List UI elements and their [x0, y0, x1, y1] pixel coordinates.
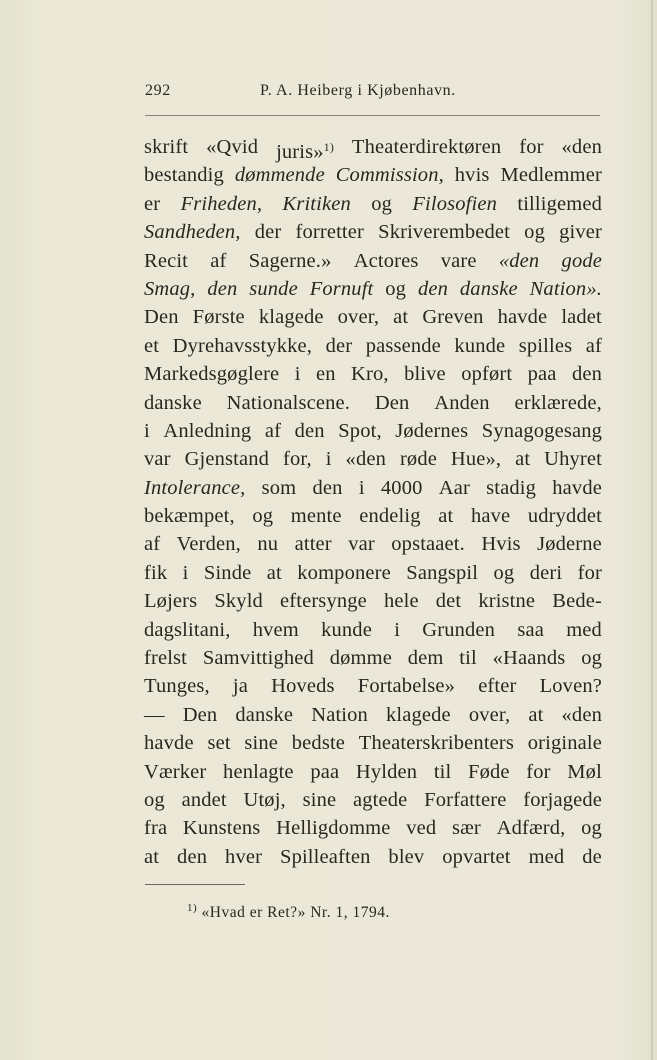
word: dagslitani,: [144, 618, 231, 641]
text-line: [144, 133, 602, 161]
word: i: [358, 476, 365, 499]
word: sine: [244, 732, 279, 755]
word: med: [528, 845, 565, 868]
text-line: [144, 814, 602, 842]
word: Aar: [438, 476, 470, 499]
footnote: [187, 902, 390, 922]
word: skrift: [144, 136, 189, 158]
text-line: [144, 332, 602, 360]
word: Den: [182, 703, 218, 726]
word: dømmende: [234, 164, 325, 187]
word: et: [144, 334, 160, 357]
word: bestandig: [144, 164, 224, 187]
word: fra: [144, 817, 168, 840]
word: den: [417, 277, 449, 300]
word: mente: [290, 505, 342, 528]
word: kunde: [321, 618, 372, 641]
word: Sangspil: [406, 561, 479, 584]
word: vare: [440, 249, 477, 272]
word: paa: [310, 760, 340, 783]
word: kristne: [478, 590, 536, 613]
text-line: [144, 502, 602, 530]
word: tilligemed: [517, 192, 602, 215]
word: «Haands: [492, 647, 566, 670]
word: Hue»,: [450, 448, 502, 471]
word: Den: [144, 306, 179, 329]
word: var: [144, 448, 171, 471]
word: gode: [561, 249, 602, 272]
word: Theaterskribenters: [358, 732, 515, 755]
word: af: [264, 419, 282, 442]
word: Utøj,: [243, 788, 286, 811]
word: Kro,: [351, 363, 389, 386]
page-number: 292: [145, 82, 171, 99]
text-line: [144, 303, 602, 331]
word: endelig: [359, 505, 421, 528]
word: Første: [192, 306, 245, 329]
page-header: [145, 82, 598, 108]
word: det: [435, 590, 462, 613]
word: for: [577, 561, 602, 584]
word: spilles: [518, 334, 573, 357]
text-line: [144, 275, 602, 303]
word: Den: [374, 391, 410, 414]
word: at: [438, 505, 454, 528]
word: Spilleaften: [280, 845, 371, 868]
text-line: [144, 161, 602, 189]
text-line: [144, 389, 602, 417]
word: blev: [388, 845, 425, 868]
word: de: [582, 845, 602, 868]
word: blive: [404, 363, 446, 386]
word: kunde: [454, 334, 506, 357]
word: sine: [302, 788, 337, 811]
word: opført: [461, 363, 513, 386]
text-line: [144, 587, 602, 615]
body-text: [144, 133, 602, 871]
word: og: [581, 647, 602, 670]
word: havde: [144, 732, 194, 755]
word: sær: [451, 817, 481, 840]
word: at: [144, 845, 160, 868]
word: henlagte: [223, 760, 294, 783]
word: eftersynge: [280, 590, 367, 613]
word: til: [459, 647, 477, 670]
word: giver: [559, 221, 602, 244]
word: der: [325, 334, 353, 357]
text-line: [144, 729, 602, 757]
text-line: [144, 247, 602, 275]
word: originale: [527, 732, 602, 755]
word: der: [254, 221, 282, 244]
word: at: [528, 703, 544, 726]
word: opstaaet.: [391, 533, 465, 556]
word: Friheden,: [180, 192, 263, 215]
text-line: [144, 758, 602, 786]
word: klagede: [385, 703, 451, 726]
word: danske: [144, 391, 202, 414]
word: —: [144, 703, 165, 726]
word: den: [207, 277, 238, 300]
word: Commission,: [335, 164, 444, 187]
running-title: P. A. Heiberg i Kjøbenhavn.: [260, 82, 456, 99]
word: ja: [232, 675, 249, 698]
text-line: [144, 786, 602, 814]
word: i: [294, 363, 301, 386]
footnote-text: «Hvad er Ret?» Nr. 1, 1794.: [201, 904, 390, 921]
footnote-marker: 1): [187, 902, 198, 914]
word: dømme: [329, 647, 392, 670]
word: Hvis: [481, 533, 521, 556]
word: Nation: [311, 703, 368, 726]
word: Filosofien: [412, 192, 498, 215]
word: Fornuft: [309, 277, 374, 300]
word: Kritiken: [282, 192, 351, 215]
word: Samvittighed: [202, 647, 314, 670]
word: Skyld: [214, 590, 263, 613]
word: i: [182, 561, 189, 584]
word: Intolerance,: [144, 476, 246, 499]
word: over,: [337, 306, 380, 329]
word: deri: [529, 561, 563, 584]
word: frelst: [144, 647, 188, 670]
word: forretter: [295, 221, 364, 244]
word: dem: [407, 647, 444, 670]
word: Markedsgøglere: [144, 363, 280, 386]
word: hvis: [454, 164, 490, 187]
word: Helligdomme: [276, 817, 391, 840]
word: hver: [225, 845, 263, 868]
word: Forfattere: [424, 788, 507, 811]
text-line: [144, 701, 602, 729]
word: Recit: [144, 249, 189, 272]
word: Sagerne.»: [248, 249, 332, 272]
word: ved: [406, 817, 437, 840]
word: og: [524, 221, 545, 244]
word: Møl: [567, 760, 602, 783]
word: atter: [294, 533, 332, 556]
word: Sandheden,: [144, 221, 241, 244]
word: Jødernes: [395, 419, 469, 442]
word: Verden,: [176, 533, 241, 556]
word: Gjenstand: [184, 448, 270, 471]
word: Anledning: [163, 419, 252, 442]
word: 4000: [380, 476, 423, 499]
word: af: [210, 249, 227, 272]
word: Grunden: [422, 618, 496, 641]
word: paa: [527, 363, 557, 386]
text-line: [144, 644, 602, 672]
text-line: [144, 616, 602, 644]
word: fik: [144, 561, 168, 584]
word: komponere: [297, 561, 391, 584]
word: «den: [498, 249, 540, 272]
word: erklærede,: [514, 391, 602, 414]
word: «den: [561, 703, 602, 726]
word: er: [144, 192, 161, 215]
text-line: [144, 559, 602, 587]
word: Værker: [144, 760, 207, 783]
word: af: [144, 533, 161, 556]
word: at: [393, 306, 409, 329]
word: hele: [383, 590, 419, 613]
word: Jøderne: [537, 533, 602, 556]
word: Hoveds: [271, 675, 335, 698]
word: Hylden: [355, 760, 418, 783]
text-line: [144, 417, 602, 445]
word: Nationalscene.: [226, 391, 350, 414]
word: Fortabelse»: [357, 675, 456, 698]
word: i: [394, 618, 401, 641]
word: Spot,: [338, 419, 382, 442]
text-line: [144, 445, 602, 473]
word: bedste: [291, 732, 346, 755]
word: af: [585, 334, 602, 357]
text-line: [144, 218, 602, 246]
word: «den: [345, 448, 386, 471]
word: en: [315, 363, 336, 386]
word: stadig: [486, 476, 537, 499]
word: Kunstens: [182, 817, 261, 840]
word: «den: [561, 136, 602, 158]
word: var: [348, 533, 375, 556]
text-line: [144, 530, 602, 558]
word: for: [526, 760, 551, 783]
word: Medlemmer: [500, 164, 602, 187]
word: Sinde: [203, 561, 252, 584]
header-rule: [145, 115, 600, 116]
word: den: [177, 845, 208, 868]
word: og: [252, 505, 274, 528]
word: Tunges,: [144, 675, 210, 698]
text-line: [144, 474, 602, 502]
word: og: [144, 788, 165, 811]
word: som: [261, 476, 297, 499]
word: Bede-: [552, 590, 602, 613]
word: Loven?: [539, 675, 602, 698]
text-line: [144, 190, 602, 218]
word: at: [266, 561, 282, 584]
word: andet: [181, 788, 227, 811]
word: Føde: [468, 760, 510, 783]
word: over,: [468, 703, 511, 726]
word: hvem: [252, 618, 299, 641]
word: klagede: [258, 306, 324, 329]
word: og: [581, 817, 602, 840]
footnote-rule: [145, 884, 245, 885]
word: Actores: [353, 249, 419, 272]
word: ladet: [561, 306, 602, 329]
page-edge-shadow: [651, 0, 653, 1060]
word: saa: [517, 618, 544, 641]
word: og: [493, 561, 515, 584]
text-line: [144, 672, 602, 700]
word: for,: [283, 448, 312, 471]
word: sunde: [249, 277, 298, 300]
word: Uhyret: [544, 448, 602, 471]
word: Synagogesang: [481, 419, 602, 442]
word: udryddet: [527, 505, 602, 528]
word: juris»$^{1)}$: [276, 140, 334, 163]
text-line: [144, 360, 602, 388]
word: Dyrehavsstykke,: [172, 334, 313, 357]
word: agtede: [352, 788, 408, 811]
word: den: [571, 363, 602, 386]
word: til: [433, 760, 452, 783]
word: set: [207, 732, 231, 755]
word: efter: [478, 675, 517, 698]
word: opvartet: [442, 845, 511, 868]
word: for: [519, 136, 544, 158]
word: havde: [552, 476, 602, 499]
word: «Qvid: [206, 136, 259, 158]
word: i: [325, 448, 332, 471]
word: Skriverembedet: [378, 221, 511, 244]
word: den: [294, 419, 325, 442]
word: have: [470, 505, 511, 528]
word: forjagede: [523, 788, 602, 811]
word: røde: [399, 448, 437, 471]
word: danske: [459, 277, 518, 300]
word: bekæmpet,: [144, 505, 235, 528]
word: Nation».: [529, 277, 602, 300]
word: i: [144, 419, 150, 442]
word: den: [312, 476, 343, 499]
word: med: [566, 618, 602, 641]
word: at: [515, 448, 531, 471]
word: Theaterdirektøren: [351, 136, 502, 158]
word: havde: [497, 306, 548, 329]
word: nu: [257, 533, 279, 556]
word: danske: [235, 703, 294, 726]
word: og: [371, 192, 393, 215]
word: Adfærd,: [496, 817, 566, 840]
word: og: [385, 277, 407, 300]
word: Anden: [434, 391, 490, 414]
word: Greven: [422, 306, 484, 329]
word: Smag,: [144, 277, 196, 300]
word: Løjers: [144, 590, 198, 613]
text-line: [144, 843, 602, 871]
word: passende: [365, 334, 441, 357]
